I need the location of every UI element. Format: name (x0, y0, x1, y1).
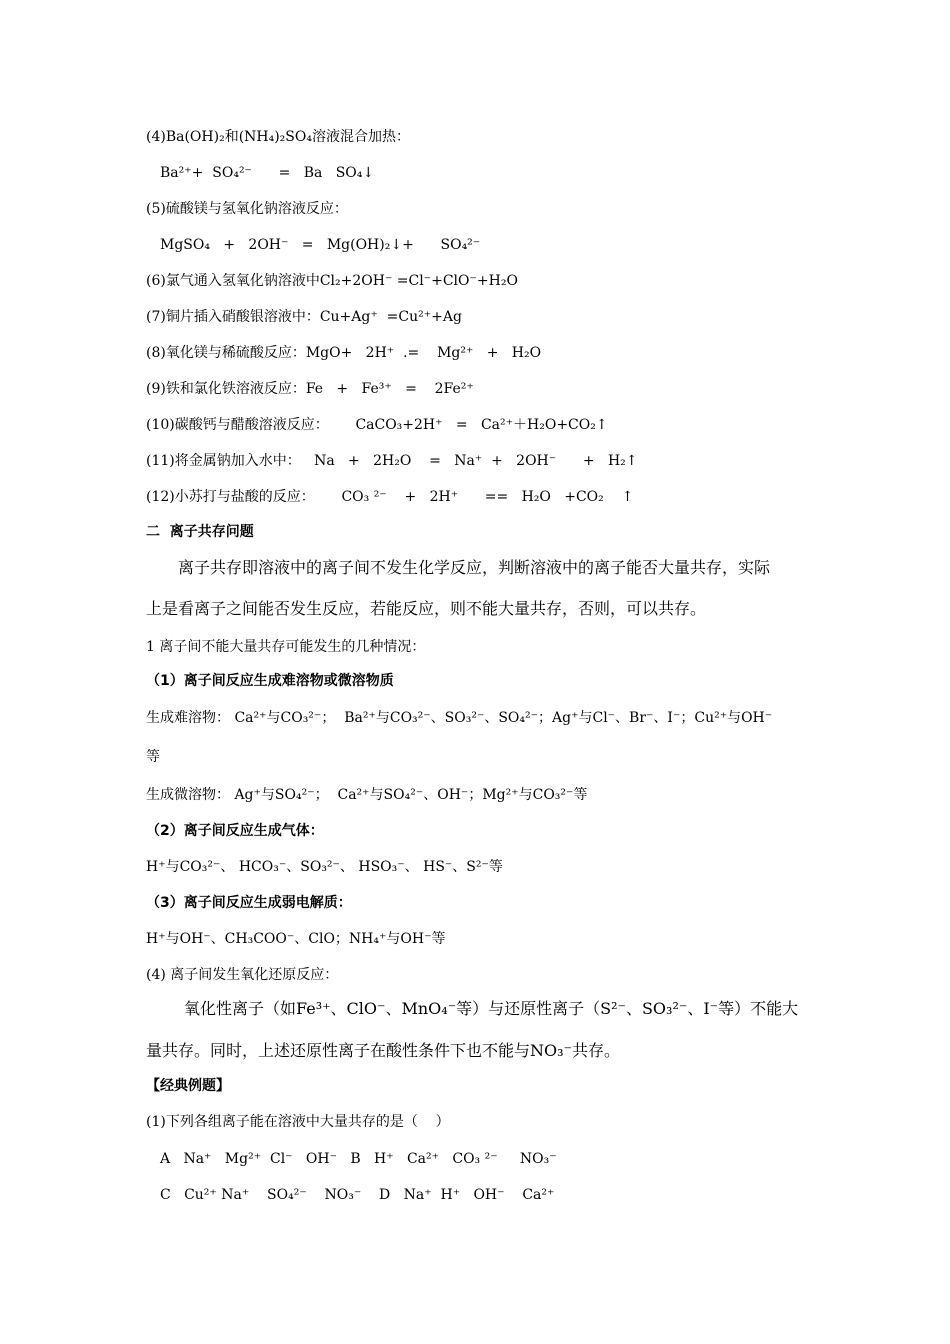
subheading-1: （1）离子间反应生成难溶物或微溶物质 (146, 673, 394, 689)
question-1: (1)下列各组离子能在溶液中大量共存的是（ ） (146, 1114, 450, 1130)
insoluble-line: 生成难溶物： Ca²⁺与CO₃²⁻； Ba²⁺与CO₃²⁻、SO₃²⁻、SO₄²⁻；Ag⁺与Cl⁻、Br⁻、I⁻；Cu²⁺与OH⁻ (146, 710, 773, 726)
redox-paragraph-line-1: 氧化性离子（如Fe³⁺、ClO⁻、MnO₄⁻等）与还原性离子（S²⁻、SO₃²⁻、I⁻等）不能大 (184, 999, 799, 1018)
equation-6: (6)氯气通入氢氧化钠溶液中Cl₂+2OH⁻ =Cl⁻+ClO⁻+H₂O (146, 273, 518, 289)
redox-paragraph-line-2: 量共存。同时，上述还原性离子在酸性条件下也不能与NO₃⁻共存。 (146, 1041, 620, 1060)
options-c-d: C Cu²⁺ Na⁺ SO₄²⁻ NO₃⁻ D Na⁺ H⁺ OH⁻ Ca²⁺ (160, 1187, 555, 1203)
weak-electrolyte-line: H⁺与OH⁻、CH₃COO⁻、ClO；NH₄⁺与OH⁻等 (146, 931, 446, 947)
equation-12: (12)小苏打与盐酸的反应： CO₃ ²⁻ + 2H⁺ == H₂O +CO₂ ↑ (146, 489, 634, 505)
slightly-soluble-line: 生成微溶物： Ag⁺与SO₄²⁻； Ca²⁺与SO₄²⁻、OH⁻；Mg²⁺与CO₃²⁻等 (146, 787, 588, 803)
equation-10: (10)碳酸钙与醋酸溶液反应： CaCO₃+2H⁺ = Ca²⁺＋H₂O+CO₂↑ (146, 417, 608, 433)
subheading-2: （2）离子间反应生成气体： (146, 823, 324, 839)
equation-8: (8)氧化镁与稀硫酸反应：MgO+ 2H⁺ .= Mg²⁺ + H₂O (146, 345, 542, 361)
intro-paragraph-line-2: 上是看离子之间能否发生反应，若能反应，则不能大量共存，否则，可以共存。 (146, 599, 707, 618)
intro-paragraph-line-1: 离子共存即溶液中的离子间不发生化学反应，判断溶液中的离子能否大量共存，实际 (178, 558, 771, 577)
equation-9: (9)铁和氯化铁溶液反应：Fe + Fe³⁺ = 2Fe²⁺ (146, 381, 474, 397)
equation-5-title: (5)硫酸镁与氢氧化钠溶液反应： (146, 201, 348, 217)
subheading-4: (4) 离子间发生氧化还原反应： (146, 967, 339, 983)
equation-4-title: (4)Ba(OH)₂和(NH₄)₂SO₄溶液混合加热： (146, 129, 410, 145)
insoluble-line-cont: 等 (146, 749, 160, 765)
options-a-b: A Na⁺ Mg²⁺ Cl⁻ OH⁻ B H⁺ Ca²⁺ CO₃ ²⁻ NO₃⁻ (160, 1151, 557, 1167)
section-heading: 二 离子共存问题 (146, 524, 254, 540)
gas-line: H⁺与CO₃²⁻、 HCO₃⁻、SO₃²⁻、 HSO₃⁻、 HS⁻、S²⁻等 (146, 859, 503, 875)
equation-4: Ba²⁺+ SO₄²⁻ = Ba SO₄↓ (160, 165, 375, 181)
list-item-1: 1 离子间不能大量共存可能发生的几种情况： (146, 639, 426, 655)
equation-11: (11)将金属钠加入水中： Na + 2H₂O = Na⁺ + 2OH⁻ + H₂↑ (146, 453, 638, 469)
examples-heading: 【经典例题】 (146, 1078, 230, 1094)
equation-7: (7)铜片插入硝酸银溶液中：Cu+Ag⁺ =Cu²⁺+Ag (146, 309, 462, 325)
subheading-3: （3）离子间反应生成弱电解质： (146, 895, 352, 911)
equation-5: MgSO₄ + 2OH⁻ = Mg(OH)₂↓+ SO₄²⁻ (160, 237, 481, 253)
